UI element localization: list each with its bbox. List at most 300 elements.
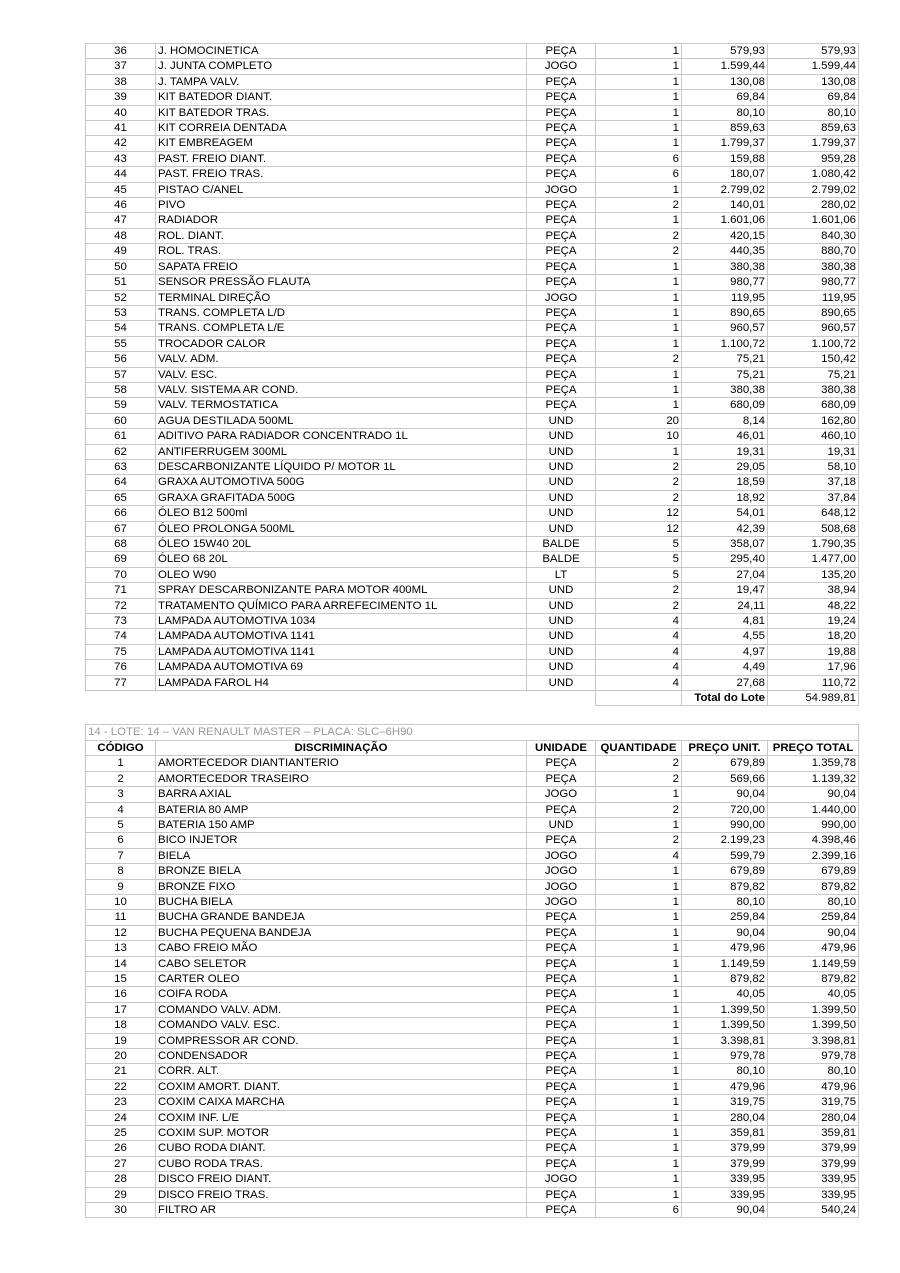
cell-total-price: 259,84: [768, 910, 859, 925]
cell-code: 53: [86, 305, 156, 320]
cell-total-price: 2.399,16: [768, 848, 859, 863]
table-row: [86, 894, 859, 909]
cell-quantity: 12: [596, 506, 682, 521]
cell-description: BARRA AXIAL: [156, 787, 527, 802]
cell-total-price: 130,08: [768, 74, 859, 89]
cell-unit-price: 159,88: [682, 151, 768, 166]
table-row: [86, 833, 859, 848]
cell-description: GRAXA GRAFITADA 500G: [156, 490, 527, 505]
cell-unit-price: 479,96: [682, 941, 768, 956]
table-row: [86, 1172, 859, 1187]
cell-total-price: 319,75: [768, 1095, 859, 1110]
cell-total-price: 1.139,32: [768, 771, 859, 786]
table-row: [86, 105, 859, 120]
cell-unit-price: 24,11: [682, 598, 768, 613]
cell-code: 75: [86, 644, 156, 659]
cell-unit: PEÇA: [527, 756, 596, 771]
cell-quantity: 1: [596, 259, 682, 274]
cell-total-price: 980,77: [768, 275, 859, 290]
cell-quantity: 2: [596, 802, 682, 817]
table-row: [86, 429, 859, 444]
lot-14-table: [85, 724, 859, 1218]
cell-unit: PEÇA: [527, 1033, 596, 1048]
cell-unit-price: 479,96: [682, 1079, 768, 1094]
cell-unit: PEÇA: [527, 228, 596, 243]
cell-description: AMORTECEDOR DIANTIANTERIO: [156, 756, 527, 771]
cell-code: 47: [86, 213, 156, 228]
cell-quantity: 10: [596, 429, 682, 444]
cell-description: ÓLEO B12 500ml: [156, 506, 527, 521]
cell-unit-price: 379,99: [682, 1156, 768, 1171]
cell-code: 46: [86, 198, 156, 213]
cell-code: 26: [86, 1141, 156, 1156]
cell-description: VALV. SISTEMA AR COND.: [156, 382, 527, 397]
cell-total-price: 1.359,78: [768, 756, 859, 771]
cell-code: 66: [86, 506, 156, 521]
table-row: [86, 1203, 859, 1218]
cell-description: TRATAMENTO QUÍMICO PARA ARREFECIMENTO 1L: [156, 598, 527, 613]
cell-quantity: 20: [596, 413, 682, 428]
cell-description: LAMPADA AUTOMOTIVA 1034: [156, 614, 527, 629]
cell-description: LAMPADA AUTOMOTIVA 1141: [156, 629, 527, 644]
table-row: [86, 1110, 859, 1125]
cell-code: 23: [86, 1095, 156, 1110]
table-row: [86, 552, 859, 567]
cell-quantity: 2: [596, 475, 682, 490]
cell-unit: PEÇA: [527, 925, 596, 940]
table-row: [86, 956, 859, 971]
table-row: [86, 925, 859, 940]
cell-unit-price: 879,82: [682, 971, 768, 986]
cell-quantity: 1: [596, 1110, 682, 1125]
cell-code: 60: [86, 413, 156, 428]
cell-code: 8: [86, 864, 156, 879]
cell-unit-price: 46,01: [682, 429, 768, 444]
lot-title: 14 - LOTE: 14 – VAN RENAULT MASTER – PLACA: SLC–6H90: [86, 725, 859, 740]
cell-unit: UND: [527, 817, 596, 832]
cell-code: 45: [86, 182, 156, 197]
table-row: [86, 1156, 859, 1171]
table-row: [86, 1095, 859, 1110]
cell-code: 2: [86, 771, 156, 786]
cell-description: COXIM SUP. MOTOR: [156, 1126, 527, 1141]
cell-unit-price: 1.100,72: [682, 336, 768, 351]
cell-unit: UND: [527, 583, 596, 598]
cell-total-price: 979,78: [768, 1049, 859, 1064]
cell-unit: UND: [527, 598, 596, 613]
cell-total-price: 135,20: [768, 567, 859, 582]
cell-total-price: 339,95: [768, 1187, 859, 1202]
cell-code: 69: [86, 552, 156, 567]
cell-total-price: 990,00: [768, 817, 859, 832]
cell-unit-price: 40,05: [682, 987, 768, 1002]
cell-code: 15: [86, 971, 156, 986]
cell-description: CUBO RODA TRAS.: [156, 1156, 527, 1171]
cell-unit-price: 295,40: [682, 552, 768, 567]
table-row: [86, 598, 859, 613]
cell-unit-price: 27,04: [682, 567, 768, 582]
cell-description: J. JUNTA COMPLETO: [156, 59, 527, 74]
cell-code: 55: [86, 336, 156, 351]
cell-code: 11: [86, 910, 156, 925]
table-row: [86, 1126, 859, 1141]
table-row: [86, 848, 859, 863]
table-row: [86, 367, 859, 382]
cell-quantity: 1: [596, 941, 682, 956]
cell-unit-price: 69,84: [682, 90, 768, 105]
cell-total-price: 479,96: [768, 941, 859, 956]
table-row: [86, 1033, 859, 1048]
cell-code: 39: [86, 90, 156, 105]
cell-quantity: 1: [596, 213, 682, 228]
cell-description: VALV. ESC.: [156, 367, 527, 382]
cell-quantity: 2: [596, 244, 682, 259]
cell-unit: UND: [527, 675, 596, 690]
cell-unit-price: 420,15: [682, 228, 768, 243]
cell-unit: PEÇA: [527, 910, 596, 925]
cell-quantity: 12: [596, 521, 682, 536]
cell-total-price: 38,94: [768, 583, 859, 598]
cell-unit: PEÇA: [527, 1018, 596, 1033]
cell-code: 36: [86, 44, 156, 59]
cell-unit-price: 4,81: [682, 614, 768, 629]
cell-unit-price: 979,78: [682, 1049, 768, 1064]
cell-unit: PEÇA: [527, 44, 596, 59]
cell-unit-price: 2.199,23: [682, 833, 768, 848]
cell-description: CONDENSADOR: [156, 1049, 527, 1064]
cell-code: 49: [86, 244, 156, 259]
cell-code: 37: [86, 59, 156, 74]
cell-quantity: 1: [596, 305, 682, 320]
cell-total-price: 359,81: [768, 1126, 859, 1141]
cell-total-price: 1.790,35: [768, 537, 859, 552]
cell-quantity: 2: [596, 833, 682, 848]
cell-total-price: 380,38: [768, 259, 859, 274]
table-row: [86, 121, 859, 136]
table-row: [86, 244, 859, 259]
cell-total-price: 460,10: [768, 429, 859, 444]
cell-description: AMORTECEDOR TRASEIRO: [156, 771, 527, 786]
cell-unit: JOGO: [527, 182, 596, 197]
cell-code: 64: [86, 475, 156, 490]
cell-unit: PEÇA: [527, 941, 596, 956]
cell-description: RADIADOR: [156, 213, 527, 228]
table-row: [86, 675, 859, 690]
cell-total-price: 75,21: [768, 367, 859, 382]
cell-code: 3: [86, 787, 156, 802]
cell-quantity: 4: [596, 660, 682, 675]
table-row: [86, 1187, 859, 1202]
cell-description: FILTRO AR: [156, 1203, 527, 1218]
cell-total-price: 37,84: [768, 490, 859, 505]
cell-unit: UND: [527, 429, 596, 444]
cell-description: BRONZE BIELA: [156, 864, 527, 879]
cell-unit-price: 339,95: [682, 1187, 768, 1202]
cell-description: KIT EMBREAGEM: [156, 136, 527, 151]
cell-quantity: 1: [596, 1018, 682, 1033]
cell-total-price: 879,82: [768, 971, 859, 986]
cell-code: 56: [86, 352, 156, 367]
cell-description: VALV. ADM.: [156, 352, 527, 367]
cell-unit-price: 359,81: [682, 1126, 768, 1141]
cell-description: COMANDO VALV. ESC.: [156, 1018, 527, 1033]
cell-unit-price: 380,38: [682, 382, 768, 397]
cell-unit-price: 19,47: [682, 583, 768, 598]
cell-unit-price: 75,21: [682, 352, 768, 367]
cell-description: KIT BATEDOR TRAS.: [156, 105, 527, 120]
cell-total-price: 379,99: [768, 1156, 859, 1171]
cell-total-price: 19,24: [768, 614, 859, 629]
cell-description: PISTAO C/ANEL: [156, 182, 527, 197]
cell-description: LAMPADA AUTOMOTIVA 1141: [156, 644, 527, 659]
cell-description: BRONZE FIXO: [156, 879, 527, 894]
table-row: [86, 644, 859, 659]
cell-unit: PEÇA: [527, 956, 596, 971]
header-code: CÓDIGO: [86, 740, 156, 755]
cell-quantity: 1: [596, 336, 682, 351]
cell-description: J. HOMOCINETICA: [156, 44, 527, 59]
cell-quantity: 1: [596, 1033, 682, 1048]
cell-total-price: 162,80: [768, 413, 859, 428]
cell-description: CUBO RODA DIANT.: [156, 1141, 527, 1156]
cell-code: 9: [86, 879, 156, 894]
cell-unit-price: 980,77: [682, 275, 768, 290]
header-unit-price: PREÇO UNIT.: [682, 740, 768, 755]
table-row: [86, 1002, 859, 1017]
table-row: [86, 1141, 859, 1156]
cell-unit-price: 280,04: [682, 1110, 768, 1125]
table-row: [86, 537, 859, 552]
cell-total-price: 1.599,44: [768, 59, 859, 74]
cell-total-price: 37,18: [768, 475, 859, 490]
cell-quantity: 5: [596, 567, 682, 582]
cell-quantity: 2: [596, 228, 682, 243]
lot-13-total-row: [86, 691, 859, 706]
cell-unit: JOGO: [527, 864, 596, 879]
cell-code: 59: [86, 398, 156, 413]
cell-total-price: 19,88: [768, 644, 859, 659]
header-unit: UNIDADE: [527, 740, 596, 755]
cell-quantity: 1: [596, 1187, 682, 1202]
table-row: [86, 490, 859, 505]
table-row: [86, 213, 859, 228]
cell-description: ROL. TRAS.: [156, 244, 527, 259]
cell-code: 38: [86, 74, 156, 89]
cell-quantity: 2: [596, 756, 682, 771]
cell-unit: UND: [527, 444, 596, 459]
cell-code: 12: [86, 925, 156, 940]
cell-unit-price: 358,07: [682, 537, 768, 552]
cell-description: CABO SELETOR: [156, 956, 527, 971]
table-row: [86, 1064, 859, 1079]
cell-total-price: 1.440,00: [768, 802, 859, 817]
cell-description: PAST. FREIO TRAS.: [156, 167, 527, 182]
cell-unit-price: 859,63: [682, 121, 768, 136]
cell-code: 72: [86, 598, 156, 613]
cell-unit: JOGO: [527, 1172, 596, 1187]
cell-unit: JOGO: [527, 879, 596, 894]
cell-quantity: 1: [596, 1141, 682, 1156]
cell-total-price: 479,96: [768, 1079, 859, 1094]
cell-total-price: 1.149,59: [768, 956, 859, 971]
cell-total-price: 959,28: [768, 151, 859, 166]
cell-description: SENSOR PRESSÃO FLAUTA: [156, 275, 527, 290]
cell-unit-price: 90,04: [682, 925, 768, 940]
cell-total-price: 80,10: [768, 894, 859, 909]
cell-description: ANTIFERRUGEM 300ML: [156, 444, 527, 459]
cell-quantity: 1: [596, 290, 682, 305]
table-row: [86, 614, 859, 629]
cell-quantity: 1: [596, 74, 682, 89]
document-page: [85, 43, 858, 1218]
cell-total-price: 339,95: [768, 1172, 859, 1187]
cell-quantity: 1: [596, 894, 682, 909]
cell-unit-price: 890,65: [682, 305, 768, 320]
table-row: [86, 817, 859, 832]
cell-unit-price: 18,92: [682, 490, 768, 505]
cell-total-price: 960,57: [768, 321, 859, 336]
lot-14-rows: [86, 756, 859, 1218]
cell-unit: LT: [527, 567, 596, 582]
table-row: [86, 1049, 859, 1064]
cell-code: 42: [86, 136, 156, 151]
cell-unit: PEÇA: [527, 244, 596, 259]
cell-unit: PEÇA: [527, 121, 596, 136]
cell-unit-price: 140,01: [682, 198, 768, 213]
cell-unit-price: 990,00: [682, 817, 768, 832]
table-row: [86, 787, 859, 802]
cell-total-price: 18,20: [768, 629, 859, 644]
cell-total-price: 380,38: [768, 382, 859, 397]
cell-unit: BALDE: [527, 552, 596, 567]
table-row: [86, 74, 859, 89]
cell-description: COXIM INF. L/E: [156, 1110, 527, 1125]
cell-unit-price: 80,10: [682, 1064, 768, 1079]
cell-unit-price: 319,75: [682, 1095, 768, 1110]
table-row: [86, 136, 859, 151]
cell-code: 52: [86, 290, 156, 305]
cell-unit-price: 579,93: [682, 44, 768, 59]
cell-code: 28: [86, 1172, 156, 1187]
table-row: [86, 910, 859, 925]
cell-description: BUCHA GRANDE BANDEJA: [156, 910, 527, 925]
cell-total-price: 4.398,46: [768, 833, 859, 848]
cell-unit: JOGO: [527, 894, 596, 909]
table-row: [86, 398, 859, 413]
cell-unit: PEÇA: [527, 1049, 596, 1064]
cell-quantity: 2: [596, 352, 682, 367]
cell-unit-price: 679,89: [682, 864, 768, 879]
header-quantity: QUANTIDADE: [596, 740, 682, 755]
cell-description: TRANS. COMPLETA L/E: [156, 321, 527, 336]
cell-quantity: 1: [596, 817, 682, 832]
cell-description: PIVO: [156, 198, 527, 213]
cell-quantity: 1: [596, 182, 682, 197]
cell-quantity: 5: [596, 537, 682, 552]
cell-unit: PEÇA: [527, 987, 596, 1002]
cell-unit: JOGO: [527, 59, 596, 74]
cell-quantity: 2: [596, 583, 682, 598]
cell-code: 18: [86, 1018, 156, 1033]
cell-total-price: 119,95: [768, 290, 859, 305]
cell-unit: PEÇA: [527, 1156, 596, 1171]
cell-code: 58: [86, 382, 156, 397]
cell-total-price: 379,99: [768, 1141, 859, 1156]
cell-unit-price: 180,07: [682, 167, 768, 182]
cell-total-price: 508,68: [768, 521, 859, 536]
cell-unit-price: 2.799,02: [682, 182, 768, 197]
table-row: [86, 802, 859, 817]
cell-quantity: 2: [596, 490, 682, 505]
cell-quantity: 1: [596, 987, 682, 1002]
cell-unit: PEÇA: [527, 321, 596, 336]
cell-quantity: 4: [596, 848, 682, 863]
cell-description: TERMINAL DIREÇÃO: [156, 290, 527, 305]
cell-unit: UND: [527, 660, 596, 675]
cell-description: CORR. ALT.: [156, 1064, 527, 1079]
cell-code: 22: [86, 1079, 156, 1094]
cell-total-price: 2.799,02: [768, 182, 859, 197]
cell-unit: PEÇA: [527, 167, 596, 182]
cell-quantity: 1: [596, 1172, 682, 1187]
cell-unit: PEÇA: [527, 352, 596, 367]
cell-code: 13: [86, 941, 156, 956]
cell-code: 54: [86, 321, 156, 336]
cell-unit: JOGO: [527, 290, 596, 305]
cell-quantity: 1: [596, 44, 682, 59]
cell-description: DESCARBONIZANTE LÍQUIDO P/ MOTOR 1L: [156, 459, 527, 474]
cell-quantity: 1: [596, 1064, 682, 1079]
cell-quantity: 5: [596, 552, 682, 567]
cell-unit-price: 1.149,59: [682, 956, 768, 971]
table-row: [86, 1079, 859, 1094]
cell-description: VALV. TERMOSTATICA: [156, 398, 527, 413]
cell-quantity: 1: [596, 1156, 682, 1171]
cell-code: 61: [86, 429, 156, 444]
cell-unit-price: 379,99: [682, 1141, 768, 1156]
cell-description: LAMPADA FAROL H4: [156, 675, 527, 690]
cell-quantity: 1: [596, 1126, 682, 1141]
table-row: [86, 90, 859, 105]
table-row: [86, 382, 859, 397]
cell-description: ADITIVO PARA RADIADOR CONCENTRADO 1L: [156, 429, 527, 444]
cell-unit: JOGO: [527, 787, 596, 802]
cell-description: BUCHA PEQUENA BANDEJA: [156, 925, 527, 940]
cell-quantity: 6: [596, 167, 682, 182]
header-total-price: PREÇO TOTAL: [768, 740, 859, 755]
table-row: [86, 506, 859, 521]
cell-total-price: 859,63: [768, 121, 859, 136]
cell-code: 40: [86, 105, 156, 120]
cell-total-price: 17,96: [768, 660, 859, 675]
cell-unit: UND: [527, 506, 596, 521]
cell-description: J. TAMPA VALV.: [156, 74, 527, 89]
cell-unit: PEÇA: [527, 105, 596, 120]
table-row: [86, 336, 859, 351]
cell-quantity: 1: [596, 971, 682, 986]
cell-description: COXIM CAIXA MARCHA: [156, 1095, 527, 1110]
cell-description: TRANS. COMPLETA L/D: [156, 305, 527, 320]
cell-total-price: 890,65: [768, 305, 859, 320]
cell-code: 29: [86, 1187, 156, 1202]
cell-quantity: 6: [596, 1203, 682, 1218]
cell-description: ÓLEO PROLONGA 500ML: [156, 521, 527, 536]
cell-unit-price: 1.799,37: [682, 136, 768, 151]
cell-total-price: 150,42: [768, 352, 859, 367]
cell-description: TROCADOR CALOR: [156, 336, 527, 351]
cell-unit-price: 380,38: [682, 259, 768, 274]
table-row: [86, 987, 859, 1002]
